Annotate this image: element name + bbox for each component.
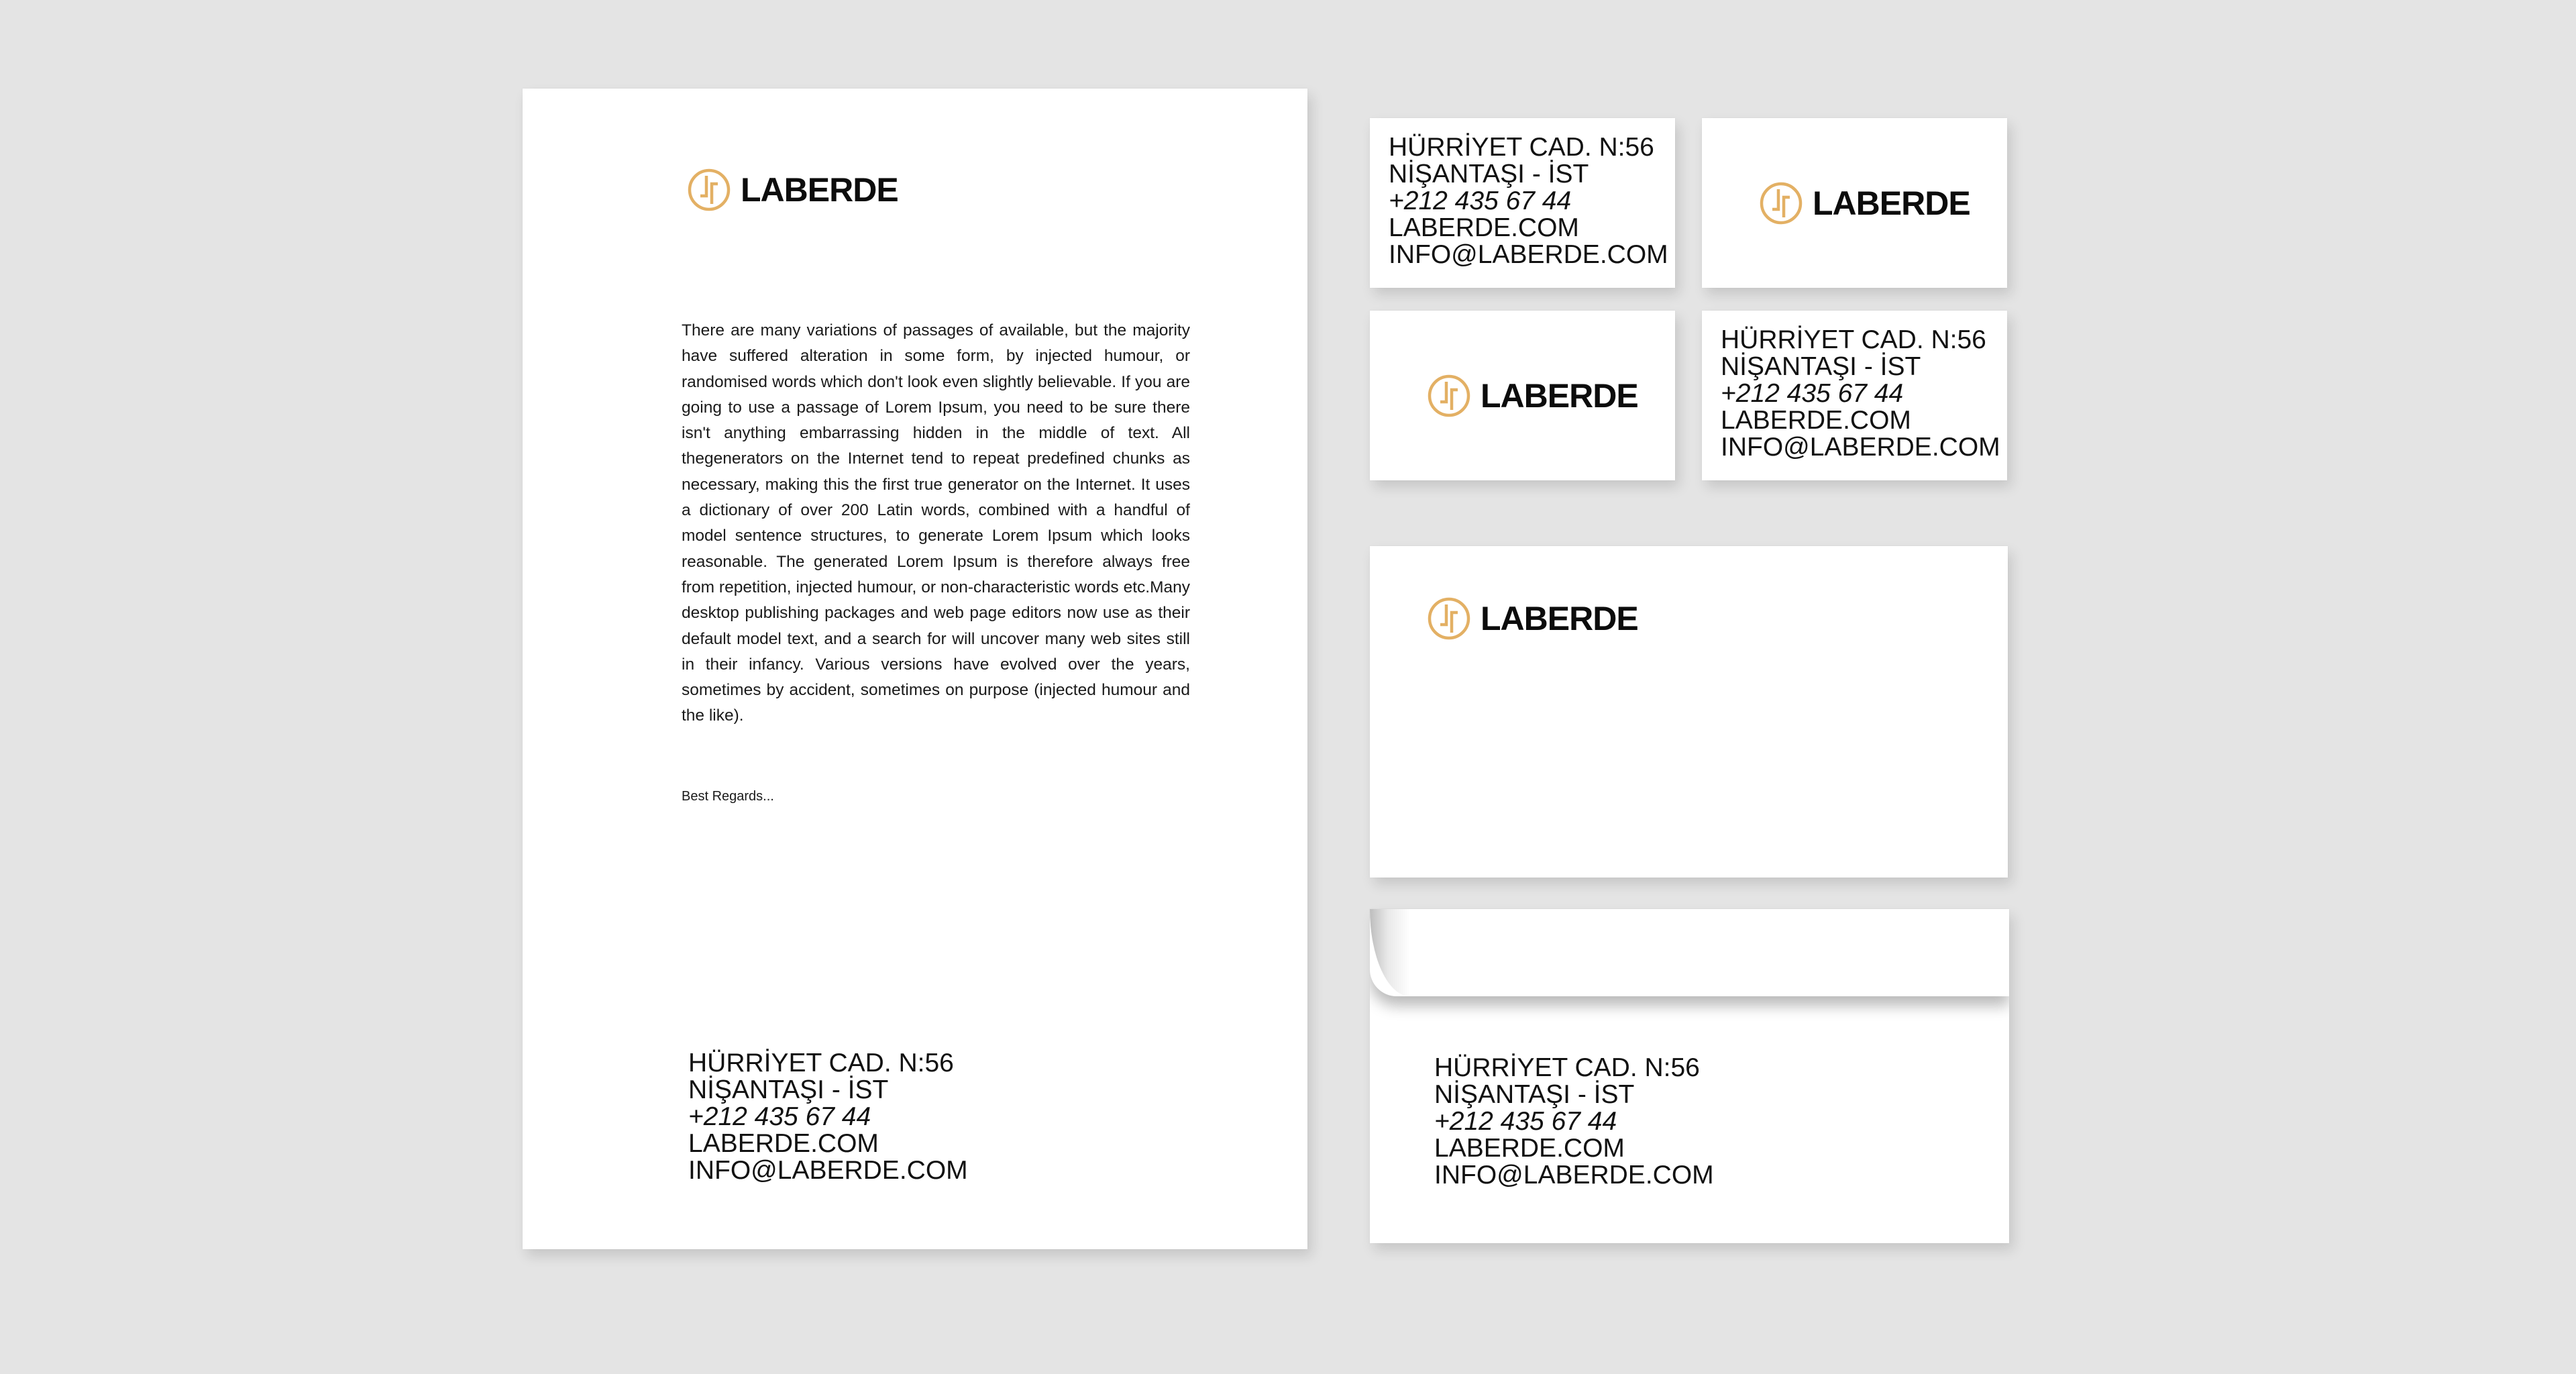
laberde-monogram-icon [1427, 374, 1471, 418]
brand-wordmark: LABERDE [1481, 600, 1638, 637]
contact-phone: +212 435 67 44 [1389, 187, 1572, 215]
contact-website: LABERDE.COM [1434, 1134, 1625, 1163]
contact-email: INFO@LABERDE.COM [1434, 1161, 1714, 1190]
envelope-contact [1434, 1055, 1714, 1189]
contact-address-street: HÜRRİYET CAD. N:56 [1434, 1053, 1700, 1082]
brand-wordmark: LABERDE [741, 171, 898, 209]
letterhead-sheet [523, 89, 1307, 1249]
contact-email: INFO@LABERDE.COM [688, 1156, 968, 1185]
laberde-monogram-icon [1759, 181, 1803, 225]
contact-address-district: NİŞANTAŞI - İST [1434, 1080, 1635, 1109]
laberde-monogram-icon [1427, 596, 1471, 641]
letterhead-logo [687, 168, 898, 212]
contact-phone: +212 435 67 44 [1721, 379, 1904, 408]
envelope-flap [1370, 909, 2009, 996]
envelope-front [1370, 546, 2008, 878]
envelope-logo [1427, 596, 1638, 641]
letterhead-contact [688, 1050, 968, 1184]
letter-body-text: There are many variations of passages of available, but the majority have suffered alteration in some form, by injected humour, or randomised words which don't look even slightly believable. If you are going to use a passage of Lorem Ipsum, you need to be sure there isn't anything embarrassing hidden in the middle of text. All thegenerators on the Internet tend to repeat predefined chunks as necessary, making this the first true generator on the Internet. It uses a dictionary of over 200 Latin words, combined with a handful of model sentence structures, to generate Lorem Ipsum which looks reasonable. The generated Lorem Ipsum is therefore always free from repetition, injected humour, or non-characteristic words etc.Many desktop publishing packages and web page editors now use as their default model text, and a search for will uncover many web sites still in their infancy. Various versions have evolved over the years, sometimes by accident, sometimes on purpose (injected humour and the like). [682, 321, 1190, 725]
card-contact [1721, 327, 2000, 461]
contact-phone: +212 435 67 44 [1434, 1107, 1617, 1136]
business-card-front-bottom [1370, 311, 1675, 480]
contact-website: LABERDE.COM [1389, 213, 1579, 242]
envelope-back [1370, 909, 2009, 1243]
business-card-front-top [1702, 118, 2007, 288]
brand-wordmark: LABERDE [1813, 184, 1970, 222]
contact-address-district: NİŞANTAŞI - İST [1389, 160, 1589, 189]
business-card-back-bottom [1702, 311, 2007, 480]
contact-website: LABERDE.COM [688, 1129, 879, 1158]
contact-address-street: HÜRRİYET CAD. N:56 [688, 1049, 954, 1077]
contact-website: LABERDE.COM [1721, 406, 1911, 435]
laberde-monogram-icon [687, 168, 731, 212]
contact-email: INFO@LABERDE.COM [1721, 433, 2000, 462]
contact-phone: +212 435 67 44 [688, 1102, 871, 1131]
contact-address-street: HÜRRİYET CAD. N:56 [1389, 133, 1654, 162]
card-logo [1759, 181, 1970, 225]
contact-email: INFO@LABERDE.COM [1389, 240, 1668, 269]
contact-address-district: NİŞANTAŞI - İST [1721, 352, 1921, 381]
card-logo [1427, 374, 1638, 418]
contact-address-district: NİŞANTAŞI - İST [688, 1075, 889, 1104]
letter-signoff: Best Regards... [682, 789, 774, 804]
contact-address-street: HÜRRİYET CAD. N:56 [1721, 325, 1986, 354]
brand-wordmark: LABERDE [1481, 377, 1638, 415]
card-contact [1389, 134, 1668, 268]
business-card-back-top [1370, 118, 1675, 288]
